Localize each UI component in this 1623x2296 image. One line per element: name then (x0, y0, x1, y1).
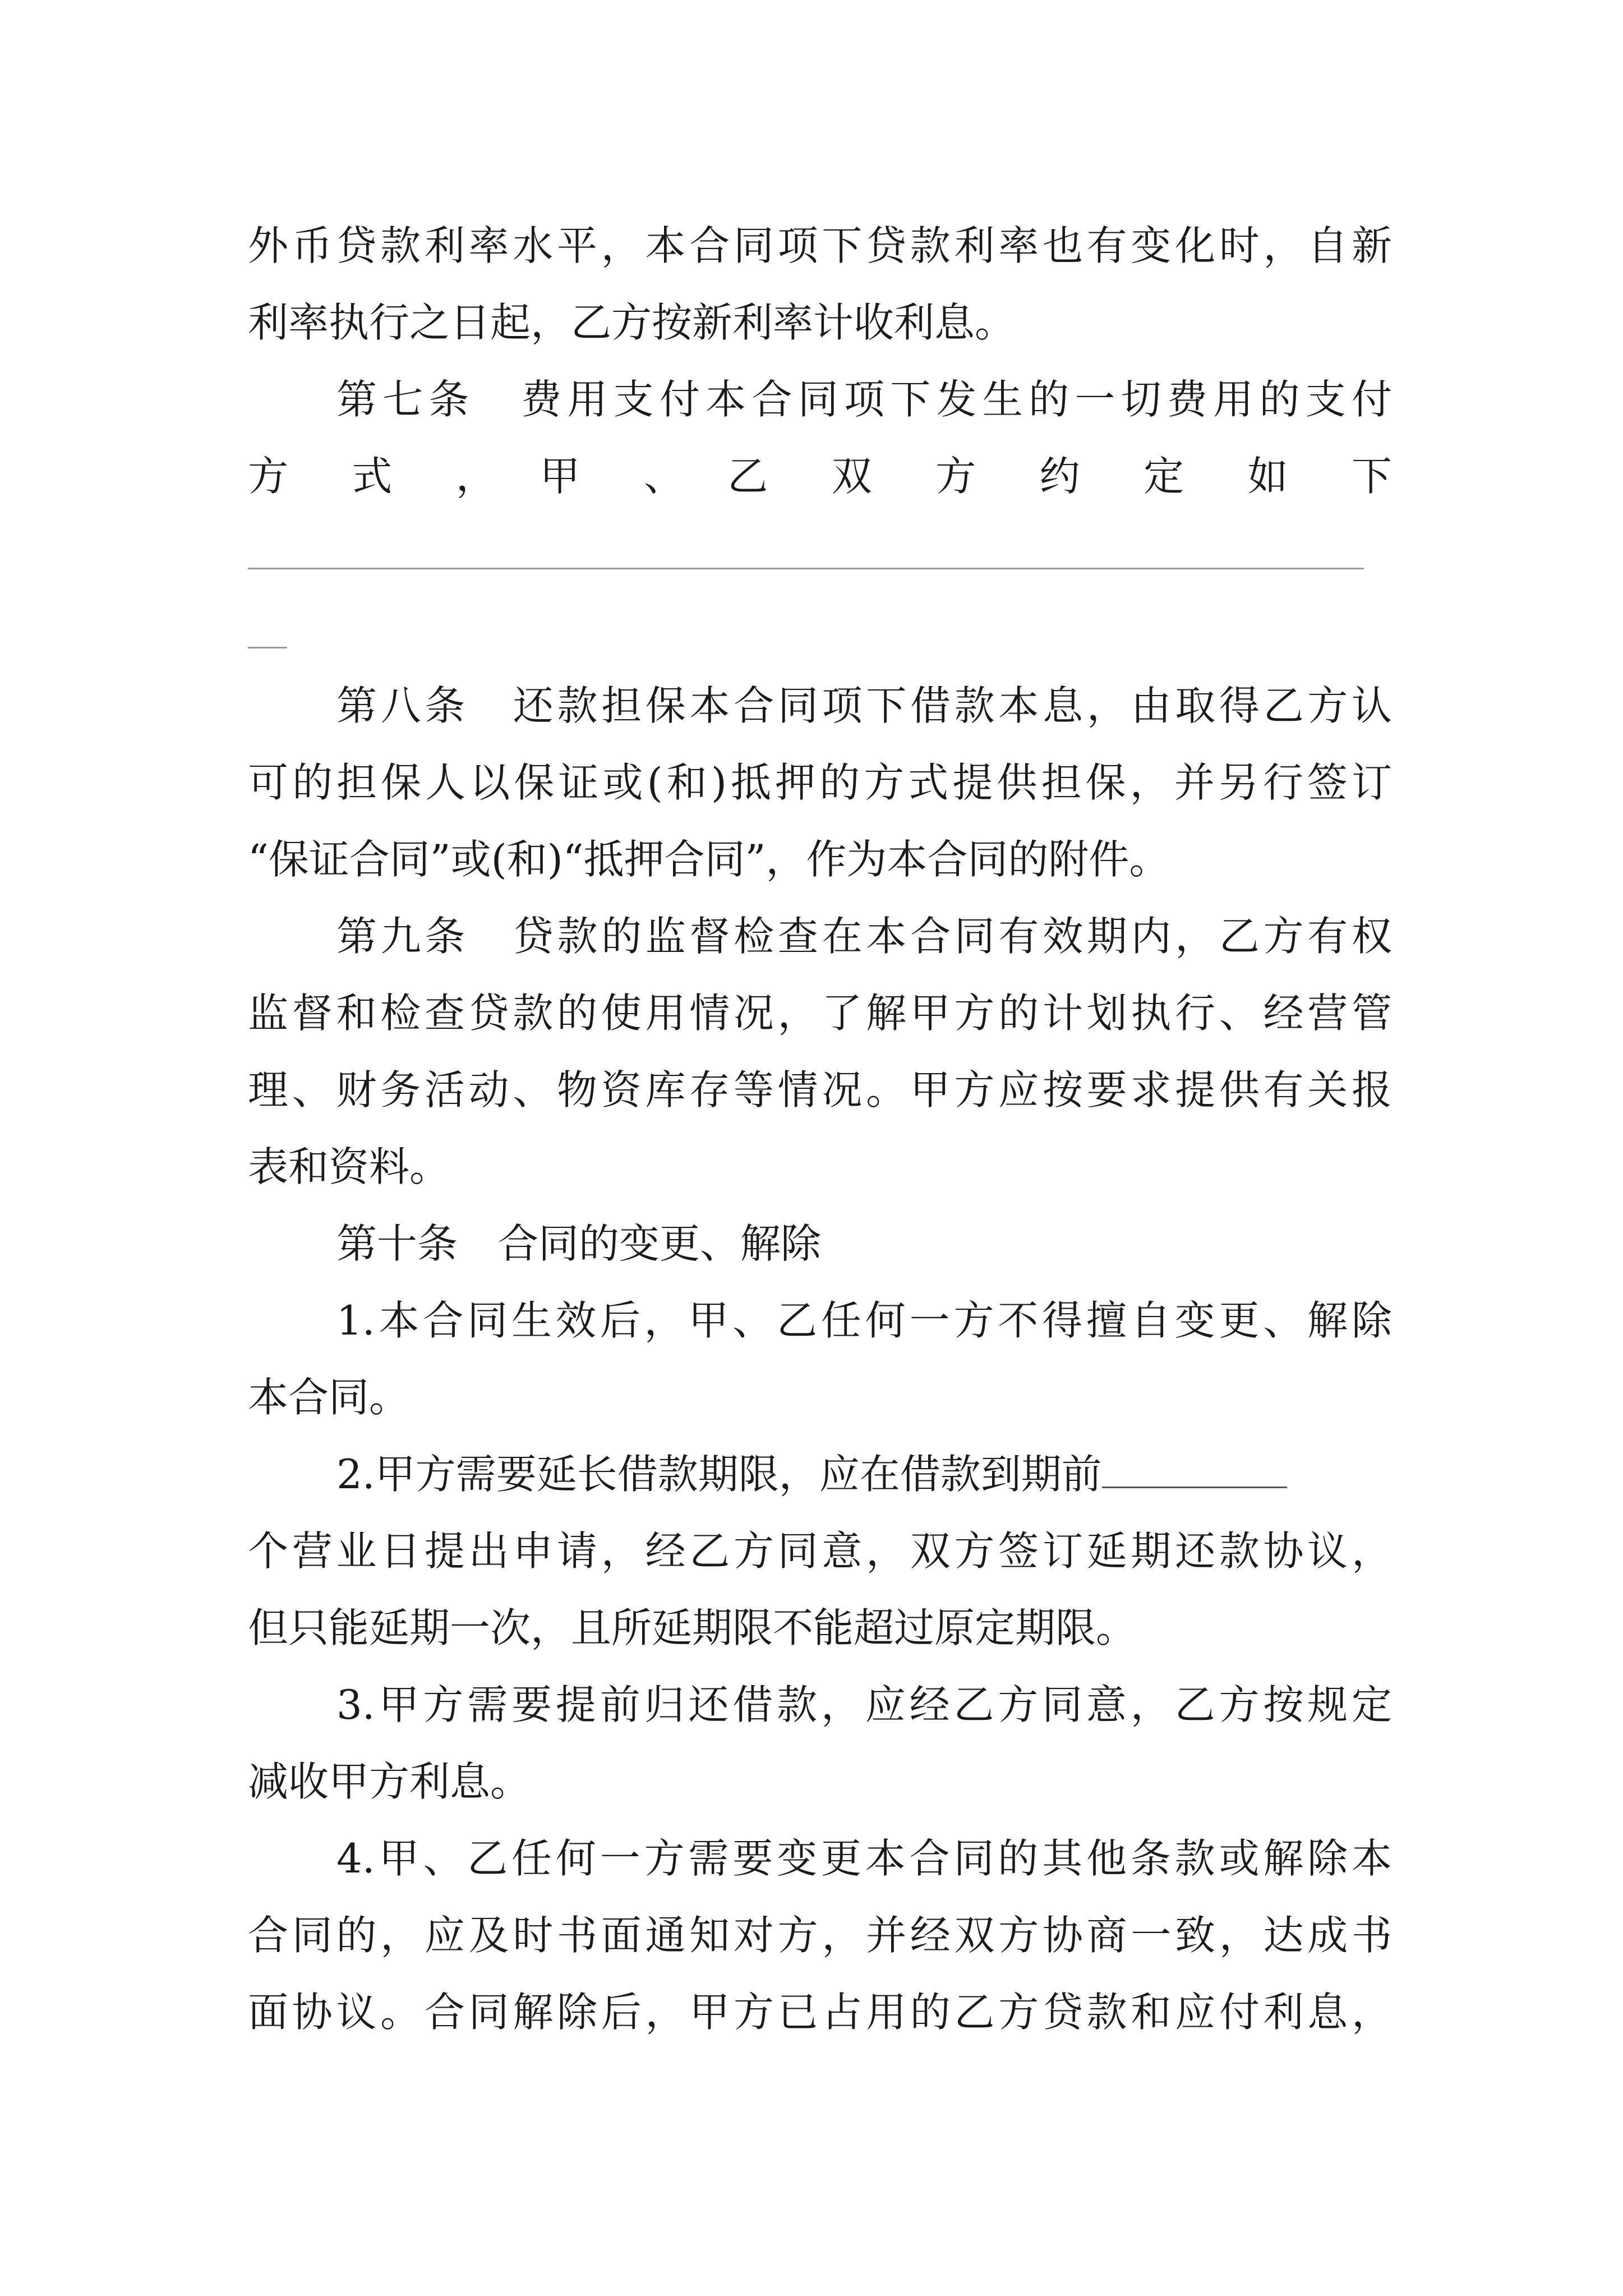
article-10-heading: 第十条 合同的变更、解除 (336, 1220, 822, 1267)
clause-3-line-1: 3.甲方需要提前归还借款，应经乙方同意，乙方按规定 (336, 1681, 1392, 1728)
text-line-11: 表和资料。 (248, 1143, 450, 1190)
clause-4-line-1: 4.甲、乙任何一方需要变更本合同的其他条款或解除本 (336, 1835, 1392, 1882)
text-line-2: 利率执行之日起，乙方按新利率计收利息。 (248, 299, 1016, 346)
clause-2-line-1 (336, 1446, 1392, 1502)
text-line-6: 可的担保人以保证或(和)抵押的方式提供担保，并另行签订 (248, 759, 1392, 806)
fill-in-rule (248, 568, 1364, 569)
article-7-heading: 第七条 费用支付本合同项下发生的一切费用的支付 (336, 376, 1392, 423)
clause-2-line-2: 个营业日提出申请，经乙方同意，双方签订延期还款协议， (248, 1527, 1392, 1575)
clause-2-text: 2.甲方需要延长借款期限，应在借款到期前 (336, 1451, 1102, 1498)
clause-1-line-1: 1.本合同生效后，甲、乙任何一方不得擅自变更、解除 (336, 1297, 1392, 1344)
text-line-7: “保证合同”或(和)“抵押合同”，作为本合同的附件。 (248, 836, 1170, 883)
text-line-9: 监督和检查贷款的使用情况，了解甲方的计划执行、经营管 (248, 990, 1392, 1037)
article-7-continuation: 方 式 ， 甲 、 乙 双 方 约 定 如 下 (248, 453, 1392, 500)
fill-in-blank (1102, 1453, 1287, 1488)
clause-4-line-2: 合同的，应及时书面通知对方，并经双方协商一致，达成书 (248, 1912, 1392, 1959)
clause-3-line-2: 减收甲方利息。 (248, 1758, 531, 1805)
fill-in-rule-tail (248, 647, 287, 648)
clause-4-line-3: 面协议。合同解除后，甲方已占用的乙方贷款和应付利息， (248, 1989, 1392, 2036)
text-line-10: 理、财务活动、物资库存等情况。甲方应按要求提供有关报 (248, 1066, 1392, 1114)
clause-2-line-3: 但只能延期一次，且所延期限不能超过原定期限。 (248, 1604, 1137, 1651)
text-line-1: 外币贷款利率水平，本合同项下贷款利率也有变化时，自新 (248, 222, 1392, 269)
article-8-heading: 第八条 还款担保本合同项下借款本息，由取得乙方认 (336, 682, 1392, 729)
article-9-heading: 第九条 贷款的监督检查在本合同有效期内，乙方有权 (336, 913, 1392, 960)
clause-1-line-2: 本合同。 (248, 1374, 410, 1421)
